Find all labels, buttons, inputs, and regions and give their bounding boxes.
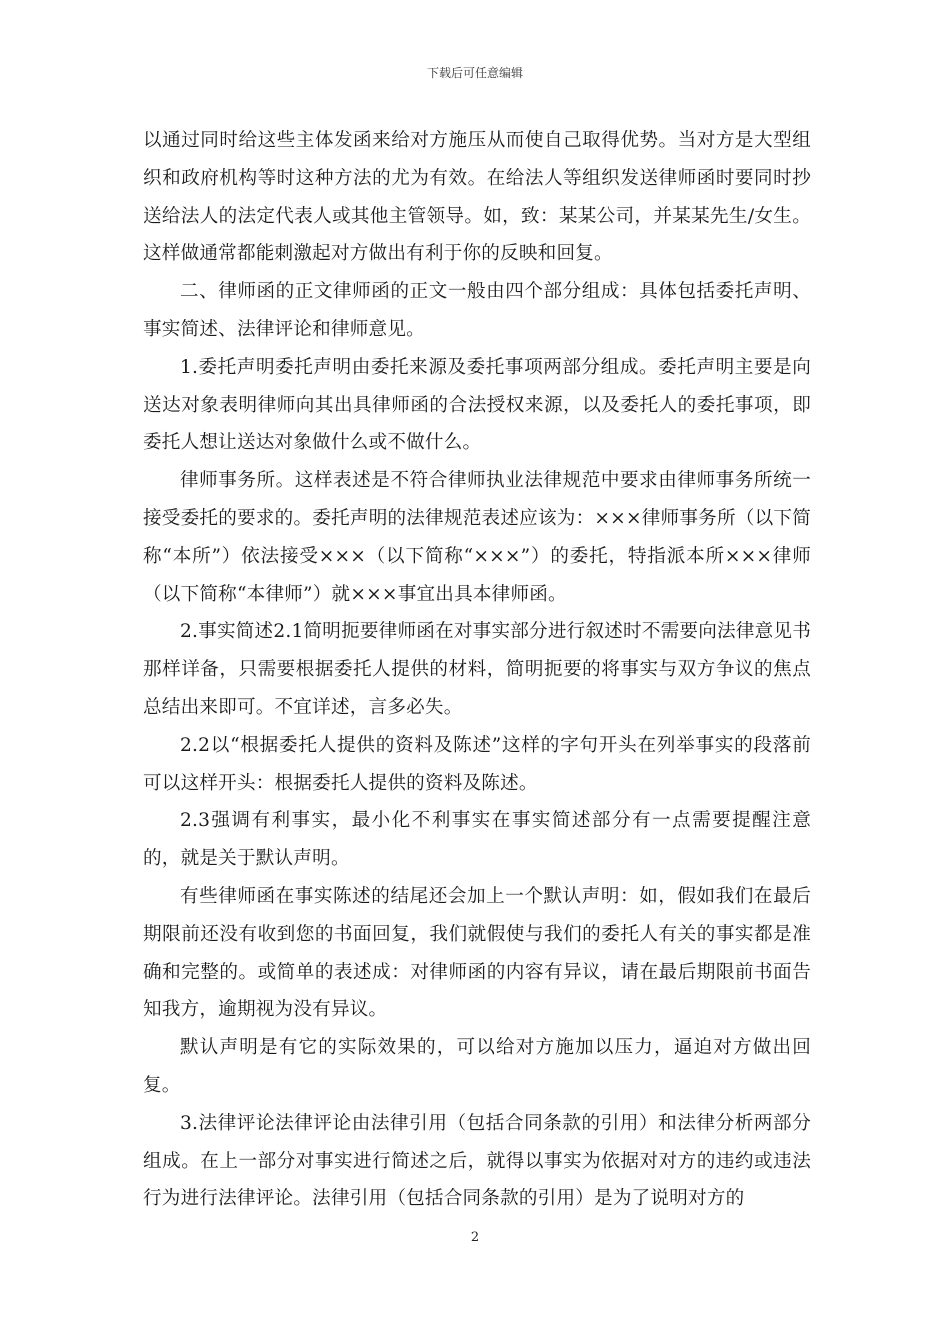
paragraph-6: 2.2以“根据委托人提供的资料及陈述”这样的字句开头在列举事实的段落前可以这样开头：根据委托人提供的资料及陈述。 xyxy=(143,734,811,794)
paragraph-8: 有些律师函在事实陈述的结尾还会加上一个默认声明：如，假如我们在最后期限前还没有收到您的书面回复，我们就假使与我们的委托人有关的事实都是准确和完整的。或简单的表述成：对律师函的内容有异议，请在最后期限前书面告知我方，逾期视为没有异议。 xyxy=(143,885,811,1021)
document-body xyxy=(143,122,811,1218)
paragraph-1: 以通过同时给这些主体发函来给对方施压从而使自己取得优势。当对方是大型组织和政府机构等时这种方法的尤为有效。在给法人等组织发送律师函时要同时抄送给法人的法定代表人或其他主管领导。如，致：某某公司，并某某先生/女生。这样做通常都能刺激起对方做出有利于你的反映和回复。 xyxy=(143,130,811,265)
paragraph-2: 二、律师函的正文律师函的正文一般由四个部分组成：具体包括委托声明、事实简述、法律评论和律师意见。 xyxy=(143,281,811,340)
paragraph-4: 律师事务所。这样表述是不符合律师执业法律规范中要求由律师事务所统一接受委托的要求的。委托声明的法律规范表述应该为：×××律师事务所（以下简称“本所”）依法接受×××（以下简称“×××”）的委托，特指派本所×××律师（以下简称“本律师”）就×××事宜出具本律师函。 xyxy=(143,470,811,605)
paragraph-7: 2.3强调有利事实，最小化不利事实在事实简述部分有一点需要提醒注意的，就是关于默认声明。 xyxy=(143,810,811,870)
paragraph-5: 2.事实简述2.1简明扼要律师函在对事实部分进行叙述时不需要向法律意见书那样详备，只需要根据委托人提供的材料，简明扼要的将事实与双方争议的焦点总结出来即可。不宜详述，言多必失。 xyxy=(143,621,811,718)
paragraph-3: 1.委托声明委托声明由委托来源及委托事项两部分组成。委托声明主要是向送达对象表明律师向其出具律师函的合法授权来源，以及委托人的委托事项，即委托人想让送达对象做什么或不做什么。 xyxy=(143,356,811,454)
page-header: 下载后可任意编辑 xyxy=(426,66,523,80)
paragraph-10: 3.法律评论法律评论由法律引用（包括合同条款的引用）和法律分析两部分组成。在上一部分对事实进行简述之后，就得以事实为依据对对方的违约或违法行为进行法律评论。法律引用（包括合同条款的引用）是为了说明对方的 xyxy=(143,1112,811,1210)
page-number: 2 xyxy=(470,1230,480,1245)
paragraph-9: 默认声明是有它的实际效果的，可以给对方施加以压力，逼迫对方做出回复。 xyxy=(143,1037,811,1096)
